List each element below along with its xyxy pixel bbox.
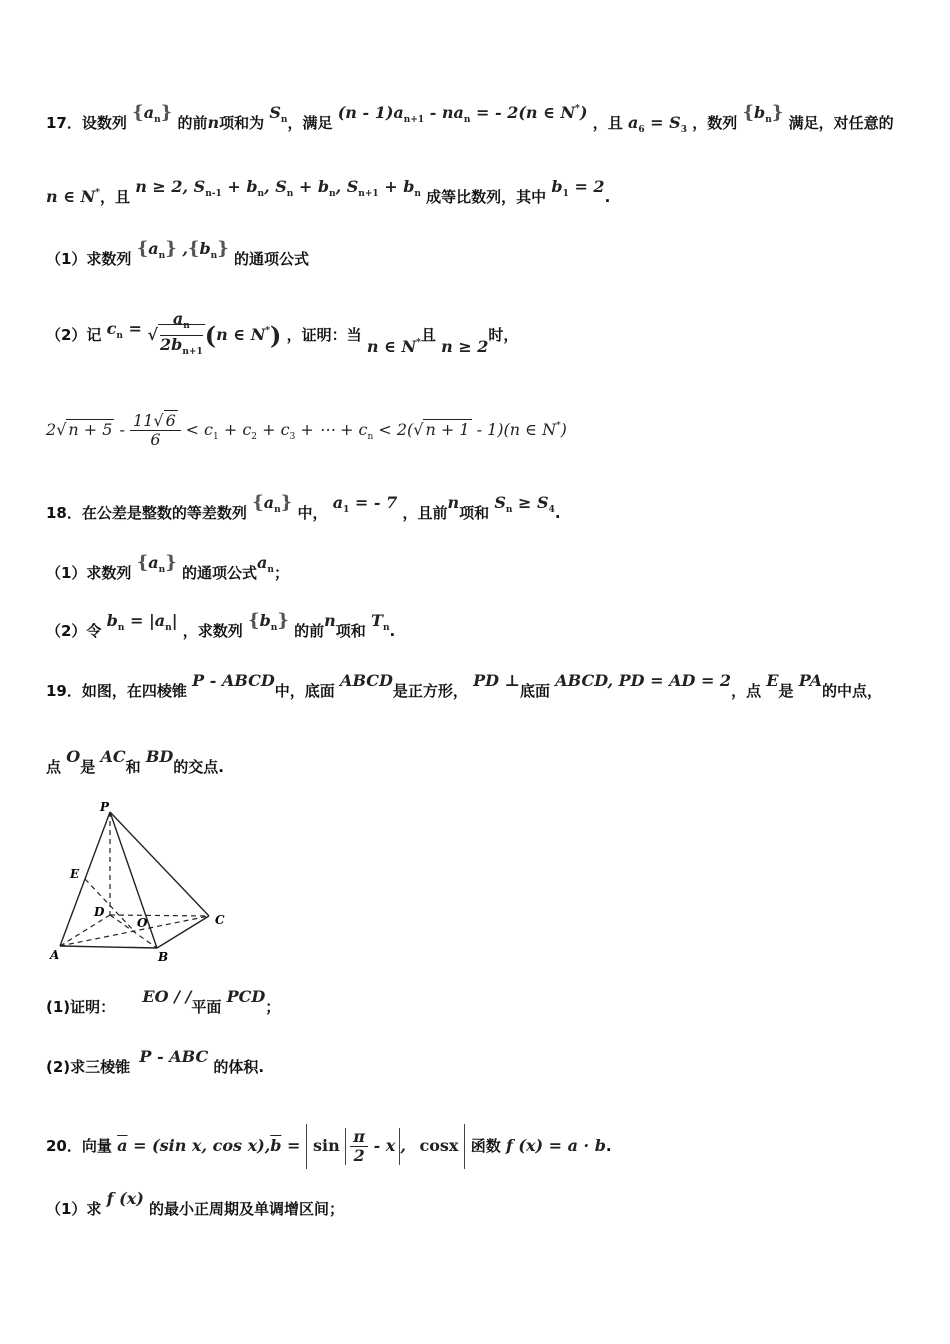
label-E: E bbox=[70, 867, 80, 881]
q18-part2: （2）令 $b_n = |a_n|$ ，求数列 $\{b_n\}$ 的前n项和 $T_n$. bbox=[46, 610, 396, 640]
q18-line1: 18．在公差是整数的等差数列 $\{a_n\}$ 中， $a_1$ = - 7 ，且前n项和 $S_n \ge S_4$. bbox=[46, 492, 561, 522]
q19-part2: (2)求三棱锥 P - ABC 的体积. bbox=[46, 1047, 265, 1076]
edge-DC bbox=[110, 915, 209, 916]
edge-AC bbox=[60, 916, 209, 946]
q20-part1: （1）求 f (x) 的最小正周期及单调增区间； bbox=[46, 1189, 345, 1218]
label-B: B bbox=[158, 950, 169, 964]
q19-line1: 19．如图，在四棱锥 P - ABCD中，底面 ABCD是正方形， PD ⊥底面 ABCD, PD = AD = 2，点 E是 PA的中点， bbox=[46, 671, 883, 700]
label-D: D bbox=[94, 905, 105, 919]
q18-part1: （1）求数列 $\{a_n\}$ 的通项公式$a_n$； bbox=[46, 552, 289, 582]
edge-DB bbox=[110, 915, 157, 948]
q17-inequality: 2√ n + 5 - $\frac{11√ 6}{6}$ < $c_1 + c_2 + c_3$ + ⋯ + $c_n < 2(√$ n + 1 - 1)(n ∈ N*) bbox=[46, 411, 567, 449]
edge-AB bbox=[60, 946, 157, 948]
q20-line1: 20．向量 $\overline{a} = (\sin$ x, $\cos x),\overline{b} = \sin$ $\frac{\pi}{2}$ - x , cosx 函数 f (x) = a · b. bbox=[46, 1124, 950, 1169]
label-O: O bbox=[137, 916, 148, 930]
edge-BC bbox=[157, 916, 209, 948]
label-C: C bbox=[215, 913, 225, 927]
seq-a: $\{a_n\}$ bbox=[132, 102, 173, 125]
q17-part1: （1）求数列 $\{a_n\}$ $,\{b_n\}$ 的通项公式 bbox=[46, 238, 310, 268]
q17-part2: （2）记 $c_n$ = √ $\frac{a_n}{2b_{n+1}}$ (n ∈ N*) ，证明：当 n ∈ N*且 n ≥ 2时， bbox=[46, 309, 519, 357]
q17-line2: n ∈ N*，且 n ≥ 2, $S_{n-1} + b_n$, $S_n + b_n$, $S_{n+1} + b_n$ 成等比数列，其中 $b_1 = 2$. bbox=[46, 177, 611, 206]
q17-line1: 17．设数列 $\{a_n\}$ 的前n项和为 $S_n$，满足 $(n - 1)a_{n+1} - na_n$ = - 2(n ∈ N*) ，且 $a_6 = S_3$ ，数列 $\{b_n\}$ 满足，对任意的 bbox=[46, 102, 894, 135]
pyramid-figure bbox=[44, 798, 244, 966]
q19-line2: 点 O是 AC和 BD的交点. bbox=[46, 747, 224, 776]
label-A: A bbox=[50, 948, 60, 962]
edge-AD bbox=[60, 915, 110, 946]
edge-PC bbox=[110, 812, 209, 916]
label-P: P bbox=[100, 800, 110, 814]
eq-recurrence: $(n - 1)a_{n+1} - na_n$ = - 2(n ∈ N*) bbox=[337, 103, 588, 125]
q19-part1: (1)证明： EO / /平面 PCD； bbox=[46, 987, 281, 1016]
